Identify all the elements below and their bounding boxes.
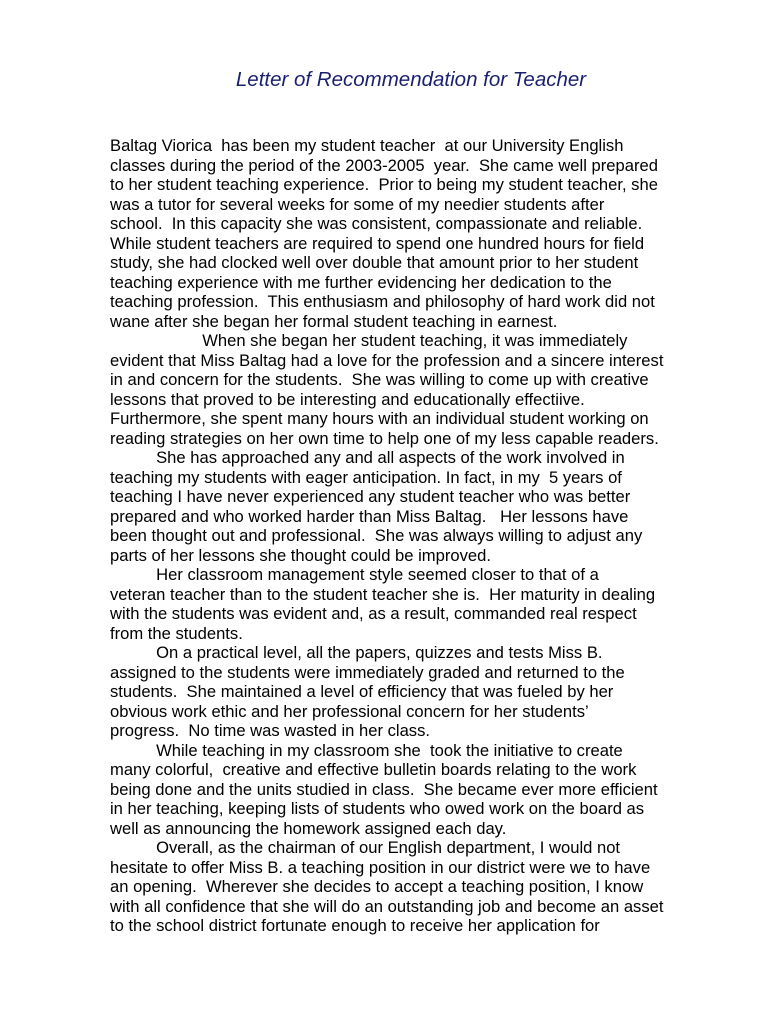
text-line: with all confidence that she will do an outstanding job and become an asset — [110, 896, 664, 916]
text-line: evident that Miss Baltag had a love for the profession and a sincere interest — [110, 350, 664, 370]
text-line: parts of her lessons she thought could be improved. — [110, 545, 491, 565]
text-line: teaching profession. This enthusiasm and philosophy of hard work did not — [110, 292, 655, 311]
text-line: was a tutor for several weeks for some of my needier students after — [110, 194, 605, 214]
text-line: students. She maintained a level of efficiency that was fueled by her — [110, 682, 614, 701]
text-line: progress. No time was wasted in her class. — [110, 721, 431, 740]
text-line: Baltag Viorica has been my student teacher at our University English — [110, 136, 624, 155]
text-line: teaching experience with me further evidencing her dedication to the — [110, 272, 612, 292]
text-line: reading strategies on her own time to help one of my less capable readers. — [110, 428, 659, 448]
text-line: school. In this capacity she was consistent, compassionate and reliable. — [110, 214, 643, 233]
text-line: veteran teacher than to the student teacher she is. Her maturity in dealing — [110, 584, 656, 604]
text-line: many colorful, creative and effective bulletin boards relating to the work — [110, 760, 637, 779]
letter-body — [110, 136, 750, 936]
text-line: wane after she began her formal student teaching in earnest. — [110, 311, 558, 331]
text-line: Her classroom management style seemed closer to that of a — [110, 565, 599, 584]
text-line: On a practical level, all the papers, quizzes and tests Miss B. — [110, 643, 603, 662]
text-line: While student teachers are required to spend one hundred hours for field — [110, 233, 645, 253]
text-line: to her student teaching experience. Prior to being my student teacher, she — [110, 175, 658, 194]
text-line: being done and the units studied in class. She became ever more efficient — [110, 779, 658, 799]
text-line: to the school district fortunate enough to receive her application for — [110, 916, 600, 935]
text-line: obvious work ethic and her professional concern for her students’ — [110, 701, 589, 721]
text-line: Furthermore, she spent many hours with an individual student working on — [110, 409, 649, 428]
text-line: Overall, as the chairman of our English department, I would not — [110, 838, 621, 857]
text-line: prepared and who worked harder than Miss Baltag. Her lessons have — [110, 506, 629, 526]
text-line: an opening. Wherever she decides to accept a teaching position, I know — [110, 877, 644, 896]
text-line: teaching my students with eager anticipation. In fact, in my 5 years of — [110, 467, 622, 487]
text-line: been thought out and professional. She was always willing to adjust any — [110, 526, 643, 545]
text-line: in and concern for the students. She was willing to come up with creative — [110, 370, 649, 389]
text-line: While teaching in my classroom she took the initiative to create — [110, 740, 623, 760]
text-line: She has approached any and all aspects of the work involved in — [110, 448, 625, 467]
text-line: study, she had clocked well over double that amount prior to her student — [110, 253, 639, 272]
text-line: in her teaching, keeping lists of students who owed work on the board as — [110, 799, 645, 818]
text-line: lessons that proved to be interesting and educationally effectiive. — [110, 389, 585, 409]
text-line: When she began her student teaching, it was immediately — [110, 331, 628, 350]
text-line: hesitate to offer Miss B. a teaching position in our district were we to have — [110, 857, 651, 877]
text-line: from the students. — [110, 623, 243, 643]
text-line: well as announcing the homework assigned each day. — [110, 818, 507, 838]
document-title: Letter of Recommendation for Teacher — [235, 68, 587, 91]
text-line: classes during the period of the 2003-2005 year. She came well prepared — [110, 155, 658, 175]
text-line: teaching I have never experienced any student teacher who was better — [110, 487, 631, 506]
text-line: with the students was evident and, as a result, commanded real respect — [110, 604, 637, 623]
text-line: assigned to the students were immediately graded and returned to the — [110, 662, 625, 682]
